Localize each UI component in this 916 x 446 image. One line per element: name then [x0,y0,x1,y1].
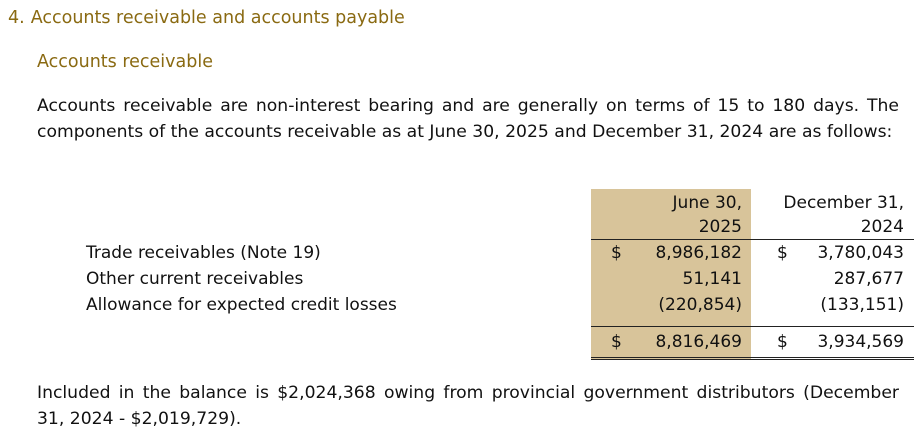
column-header-june-2025-line1: June 30, [591,189,751,215]
table-header-row-2 [86,215,914,240]
table-row [86,266,914,292]
subsection-heading: Accounts receivable [37,52,213,72]
currency-symbol: $ [777,243,788,263]
receivables-table [86,189,914,360]
cell-value: (220,854) [591,292,751,318]
table-row [86,292,914,318]
column-header-june-2025-line2: 2025 [591,215,751,240]
row-label: Allowance for expected credit losses [86,295,397,315]
total-value: 8,816,469 [655,332,742,352]
cell-value: (133,151) [820,295,904,315]
intro-paragraph: Accounts receivable are non-interest bearing and are generally on terms of 15 to 180 days. The components of the accounts receivable as at June 30, 2025 and December 31, 2024 are as follows: [37,96,899,142]
section-number: 4. [8,8,25,28]
footnote-paragraph: Included in the balance is $2,024,368 owing from provincial government distributors (December 31, 2024 - $2,019,729). [37,383,899,429]
total-row [86,327,914,359]
total-value: 3,934,569 [817,332,904,352]
currency-symbol: $ [611,243,622,263]
cell-value: 8,986,182 [655,243,742,263]
column-header-dec-2024-line1: December 31, [783,193,904,213]
table-header-row-1 [86,189,914,215]
row-label: Other current receivables [86,269,304,289]
cell-value: 3,780,043 [817,243,904,263]
row-label: Trade receivables (Note 19) [86,242,321,263]
column-header-dec-2024-line2: 2024 [860,217,904,237]
table-row [86,240,914,267]
cell-value: 51,141 [591,266,751,292]
currency-symbol: $ [611,332,622,352]
cell-value: 287,677 [833,269,904,289]
section-heading [8,8,405,28]
section-title: Accounts receivable and accounts payable [30,8,405,28]
currency-symbol: $ [777,332,788,352]
